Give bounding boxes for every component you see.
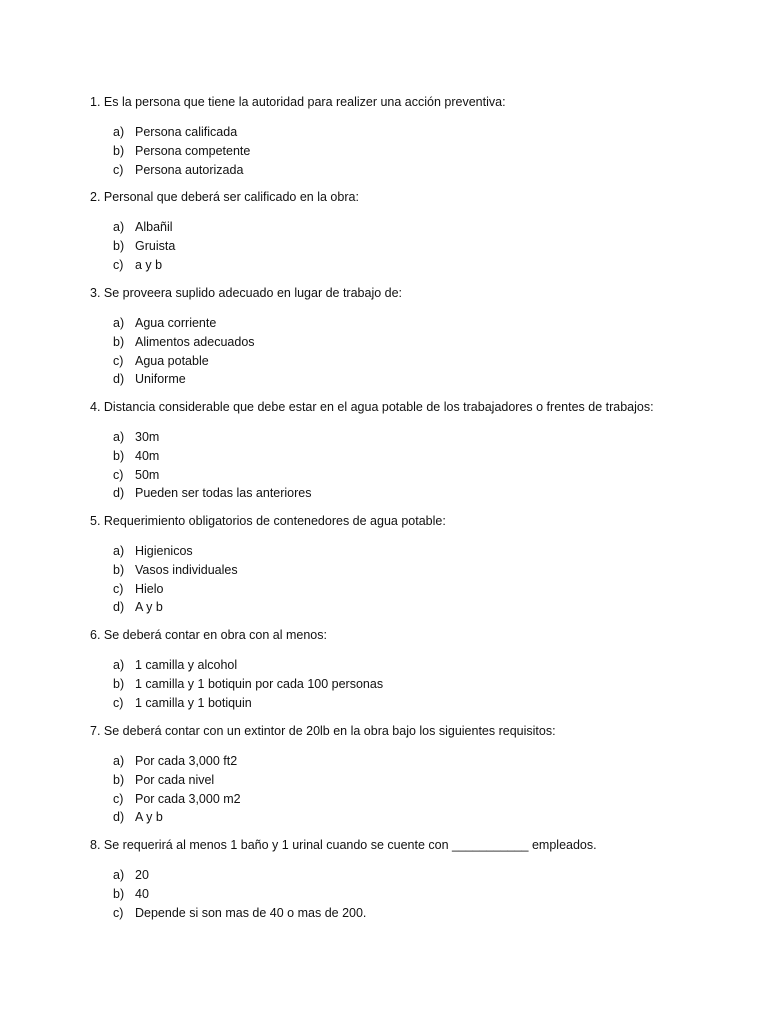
option-item (90, 447, 728, 466)
option-text: Persona autorizada (135, 162, 244, 177)
option-list (90, 314, 728, 389)
option-item (90, 656, 728, 675)
option-text: 30m (135, 430, 160, 444)
option-text: Alimentos adecuados (135, 334, 255, 349)
option-item (90, 237, 728, 256)
option-item (90, 771, 728, 790)
option-item (90, 161, 728, 180)
option-list (90, 752, 728, 827)
option-letter: a) (113, 754, 125, 768)
option-text: Depende si son mas de 40 o mas de 200. (135, 905, 367, 920)
option-item (90, 428, 728, 447)
option-item (90, 580, 728, 599)
option-letter: a) (113, 430, 125, 444)
option-text: Agua corriente (135, 316, 217, 330)
option-item (90, 123, 728, 142)
option-text: Albañil (135, 220, 173, 234)
option-letter: a) (113, 316, 125, 330)
option-text: 1 camilla y 1 botiquin por cada 100 personas (135, 676, 384, 691)
option-letter: d) (113, 372, 125, 387)
option-letter: c) (113, 162, 124, 177)
option-text: Pueden ser todas las anteriores (135, 486, 312, 501)
option-text: Por cada 3,000 m2 (135, 791, 241, 806)
question-2 (90, 190, 728, 274)
option-letter: a) (113, 544, 125, 558)
option-letter: a) (113, 125, 125, 139)
option-letter: c) (113, 353, 124, 368)
question-text: 6. Se deberá contar en obra con al menos: (90, 628, 327, 642)
option-item (90, 142, 728, 161)
option-item (90, 466, 728, 485)
option-list (90, 123, 728, 179)
option-item (90, 694, 728, 713)
option-item (90, 752, 728, 771)
option-item (90, 370, 728, 389)
option-item (90, 675, 728, 694)
option-item (90, 808, 728, 827)
option-letter: b) (113, 334, 125, 349)
option-item (90, 352, 728, 371)
option-letter: b) (113, 886, 125, 901)
option-item (90, 904, 728, 923)
question-7 (90, 724, 728, 827)
option-text: Por cada 3,000 ft2 (135, 754, 238, 768)
option-item (90, 866, 728, 885)
question-text: 5. Requerimiento obligatorios de contenedores de agua potable: (90, 514, 446, 528)
question-3 (90, 286, 728, 389)
option-letter: d) (113, 810, 125, 825)
option-letter: d) (113, 486, 125, 501)
option-item (90, 314, 728, 333)
option-text: A y b (135, 600, 163, 615)
option-item (90, 885, 728, 904)
option-letter: d) (113, 600, 125, 615)
option-letter: b) (113, 143, 125, 158)
option-letter: c) (113, 905, 124, 920)
option-text: Por cada nivel (135, 772, 215, 787)
option-list (90, 428, 728, 503)
option-text: Vasos individuales (135, 562, 238, 577)
option-list (90, 656, 728, 712)
option-text: 20 (135, 868, 149, 882)
question-text: 8. Se requerirá al menos 1 baño y 1 urinal cuando se cuente con ___________ empleados. (90, 838, 597, 852)
option-item (90, 256, 728, 275)
option-item (90, 542, 728, 561)
option-list (90, 866, 728, 922)
question-text: 7. Se deberá contar con un extintor de 20lb en la obra bajo los siguientes requisitos: (90, 724, 556, 738)
option-text: Persona competente (135, 143, 251, 158)
question-text: 2. Personal que deberá ser calificado en la obra: (90, 190, 359, 204)
option-text: 1 camilla y 1 botiquin (135, 695, 252, 710)
option-letter: a) (113, 868, 125, 882)
option-item (90, 790, 728, 809)
option-list (90, 218, 728, 274)
option-letter: c) (113, 791, 124, 806)
option-text: Persona calificada (135, 125, 238, 139)
question-1 (90, 95, 728, 179)
question-text: 3. Se proveera suplido adecuado en lugar de trabajo de: (90, 286, 403, 300)
option-item (90, 333, 728, 352)
option-list (90, 542, 728, 617)
option-item (90, 484, 728, 503)
option-item (90, 218, 728, 237)
option-text: Higienicos (135, 544, 193, 558)
option-letter: c) (113, 467, 124, 482)
question-8 (90, 838, 728, 922)
option-letter: b) (113, 676, 125, 691)
option-text: a y b (135, 257, 163, 272)
question-6 (90, 628, 728, 712)
question-text: 1. Es la persona que tiene la autoridad para realizer una acción preventiva: (90, 95, 506, 109)
option-letter: a) (113, 220, 125, 234)
option-text: A y b (135, 810, 163, 825)
option-text: Hielo (135, 581, 164, 596)
option-letter: c) (113, 695, 124, 710)
option-text: Agua potable (135, 353, 209, 368)
question-text: 4. Distancia considerable que debe estar en el agua potable de los trabajadores o frentes de trabajos: (90, 400, 654, 414)
option-text: 40m (135, 448, 160, 463)
option-text: Gruista (135, 238, 176, 253)
option-text: Uniforme (135, 372, 186, 387)
option-text: 40 (135, 886, 149, 901)
option-letter: b) (113, 772, 125, 787)
option-letter: b) (113, 448, 125, 463)
option-letter: c) (113, 581, 124, 596)
question-5 (90, 514, 728, 617)
option-text: 1 camilla y alcohol (135, 658, 238, 672)
question-4 (90, 400, 728, 503)
option-text: 50m (135, 467, 160, 482)
option-letter: b) (113, 562, 125, 577)
option-letter: c) (113, 257, 124, 272)
option-item (90, 598, 728, 617)
option-letter: a) (113, 658, 125, 672)
option-letter: b) (113, 238, 125, 253)
option-item (90, 561, 728, 580)
